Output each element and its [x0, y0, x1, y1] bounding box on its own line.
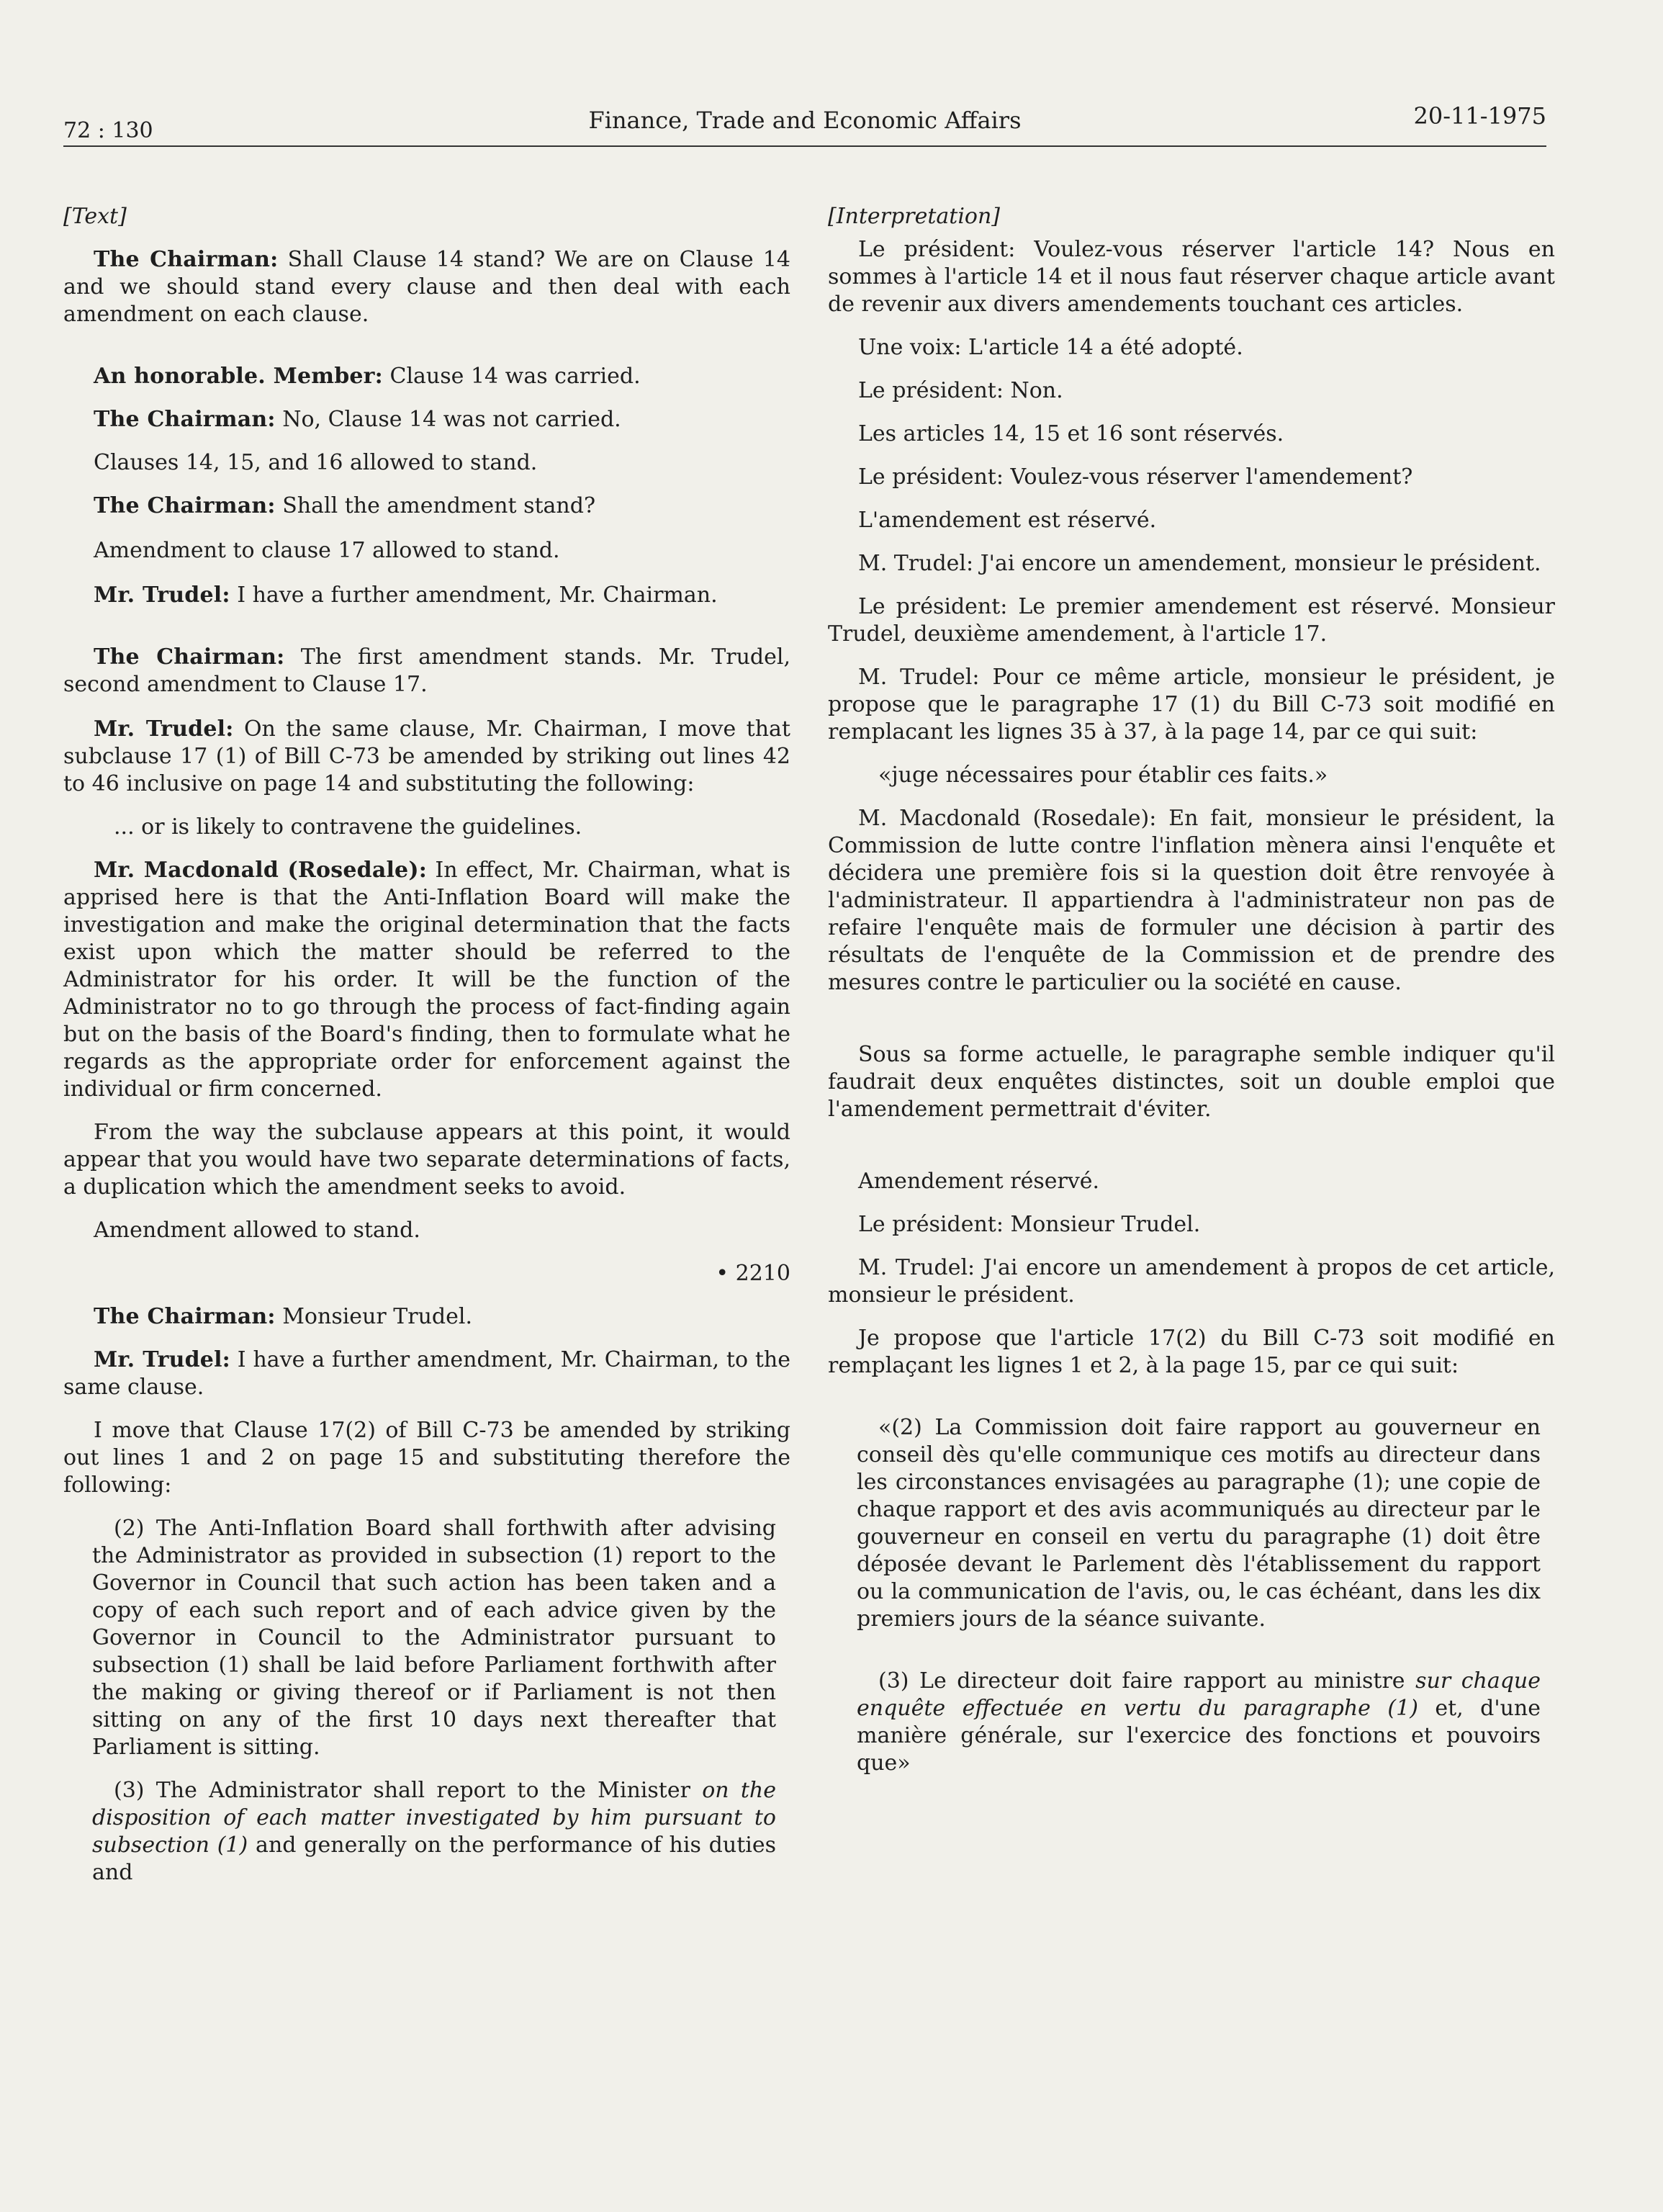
paragraph-text: The first amendment stands. Mr. Trudel, second amendment to Clause 17. — [63, 644, 790, 697]
paragraph-propose-17-2: Je propose que l'article 17(2) du Bill C-73 soit modifié en remplaçant les lignes 1 et 2, à la page 15, par ce qui suit: — [828, 1326, 1555, 1378]
paragraph-president-article-14: Le président: Voulez-vous réserver l'article 14? Nous en sommes à l'article 14 et il nous faut réserver chaque article avant de revenir aux divers amendements touchant ces articles. — [828, 237, 1555, 317]
paragraph-amendement-reserve-2: Amendement réservé. — [858, 1169, 1100, 1194]
quoted-subsection-2: (2) The Anti-Inflation Board shall forthwith after advising the Administrator as provided in subsection (1) report to the Governor in Council that such action has been taken and a copy of each such report and of each advice given by the Governor in Council to the Administrator pursuant to subsection (1) shall be laid before Parliament forthwith after the making or giving thereof or if Parliament is not then sitting on any of the first 10 days next thereafter that Parliament is sitting. — [92, 1516, 776, 1760]
quoted-paragraphe-3 — [857, 1668, 1541, 1777]
speaker-label: The Chairman: — [94, 247, 279, 272]
paragraph-articles-reserves: Les articles 14, 15 et 16 sont réservés. — [858, 421, 1284, 446]
paragraph-amendment-allowed: Amendment allowed to stand. — [94, 1218, 420, 1243]
quoted-amendment-text: ... or is likely to contravene the guidelines. — [114, 814, 582, 840]
quote-italic-text: on the disposition of each matter investigated by him pursuant to subsection (1) — [92, 1778, 776, 1858]
page-number: 72 : 130 — [63, 118, 153, 143]
paragraph-chairman-not-carried — [63, 406, 790, 433]
paragraph-amendment-17-stand: Amendment to clause 17 allowed to stand. — [94, 538, 560, 563]
paragraph-text: On the same clause, Mr. Chairman, I move that subclause 17 (1) of Bill C-73 be amended by striking out lines 42 to 46 inclusive on page 14 and substituting the following: — [63, 716, 790, 796]
speaker-label: The Chairman: — [94, 1304, 276, 1329]
paragraph-clauses-stand: Clauses 14, 15, and 16 allowed to stand. — [94, 450, 538, 475]
paragraph-text: In effect, Mr. Chairman, what is apprised here is that the Anti-Inflation Board will make the investigation and make the original determination that the facts exist upon which the matter should be referred to the Administrator for his order. It will be the function of the Administrator no to go through the process of fact-finding again but on the basis of the Board's finding, then to formulate what he regards as the appropriate order for enforcement against the individual or firm concerned. — [63, 858, 790, 1102]
time-marker: • 2210 — [716, 1261, 790, 1286]
quoted-paragraphe-2: «(2) La Commission doit faire rapport au gouverneur en conseil dès qu'elle communique ces motifs au directeur dans les circonstances envisagées au paragraphe (1); une copie de chaque rapport et des avis acommuniqués au directeur par le gouverneur en conseil en vertu du paragraphe (1) doit être déposée devant le Parlement dès l'établissement du rapport ou la communication de l'avis, ou, le cas échéant, dans les dix premiers jours de la séance suivante. — [857, 1415, 1541, 1632]
paragraph-president-monsieur-trudel: Le président: Monsieur Trudel. — [858, 1212, 1201, 1237]
paragraph-trudel-further-amendment — [63, 582, 790, 609]
speaker-label: The Chairman: — [94, 493, 276, 518]
speaker-label: An honorable. Member: — [94, 364, 383, 389]
paragraph-amendement-reserve: L'amendement est réservé. — [858, 508, 1157, 533]
paragraph-trudel-same-clause — [63, 1346, 790, 1401]
paragraph-chairman-monsieur-trudel — [63, 1303, 790, 1331]
speaker-label: Mr. Trudel: — [94, 716, 234, 742]
paragraph-forme-actuelle: Sous sa forme actuelle, le paragraphe semble indiquer qu'il faudrait deux enquêtes distinctes, soit un double emploi que l'amendement permettrait d'éviter. — [828, 1042, 1555, 1122]
paragraph-president-amendement: Le président: Voulez-vous réserver l'amendement? — [858, 464, 1413, 490]
speaker-label: Mr. Trudel: — [94, 583, 230, 608]
speaker-label: Mr. Macdonald (Rosedale): — [94, 858, 428, 883]
speaker-label: Mr. Trudel: — [94, 1347, 230, 1372]
english-column — [63, 203, 790, 1902]
section-label-interpretation: [Interpretation] — [828, 204, 1001, 229]
speaker-label: The Chairman: — [94, 407, 276, 432]
page-title: Finance, Trade and Economic Affairs — [588, 107, 1022, 134]
paragraph-text: Shall Clause 14 stand? We are on Clause 14 and we should stand every clause and then deal with each amendment on each clause. — [63, 247, 790, 327]
paragraph-text: Monsieur Trudel. — [282, 1304, 473, 1329]
paragraph-macdonald — [63, 857, 790, 1103]
paragraph-macdonald-fr: M. Macdonald (Rosedale): En fait, monsieur le président, la Commission de lutte contre l'inflation mènera ainsi l'enquête et décidera une première fois si la question doit être renvoyée à l'administrateur. Il appartiendra à l'administrateur non pas de refaire l'enquête mais de formuler une décision à partir des résultats de l'enquête de la Commission et de prendre des mesures contre le particulier ou la société en cause. — [828, 806, 1555, 995]
paragraph-text: I have a further amendment, Mr. Chairman, to the same clause. — [63, 1347, 790, 1400]
speaker-label: The Chairman: — [94, 644, 285, 670]
quoted-subsection-3 — [92, 1777, 776, 1887]
paragraph-chairman-first-amendment — [63, 644, 790, 698]
quote-text: et, d'une manière générale, sur l'exercice des fonctions et pouvoirs que» — [857, 1696, 1541, 1776]
paragraph-trudel-propos-article: M. Trudel: J'ai encore un amendement à propos de cet article, monsieur le président. — [828, 1255, 1555, 1308]
paragraph-trudel-motion-17-1 — [63, 716, 790, 798]
quote-text: (3) The Administrator shall report to the Minister — [114, 1778, 703, 1803]
quote-text: (3) Le directeur doit faire rapport au ministre — [878, 1668, 1416, 1694]
quote-italic-text: sur chaque enquête effectuée en vertu du paragraphe (1) — [857, 1668, 1541, 1721]
page-header — [63, 102, 1546, 147]
paragraph-text: Clause 14 was carried. — [389, 364, 641, 389]
paragraph-chairman-clause-14 — [63, 246, 790, 328]
paragraph-voix-adopte: Une voix: L'article 14 a été adopté. — [858, 335, 1243, 360]
paragraph-president-premier-amendement: Le président: Le premier amendement est réservé. Monsieur Trudel, deuxième amendement, à l'article 17. — [828, 594, 1555, 647]
french-column — [828, 203, 1555, 1793]
quoted-amendement-texte: «juge nécessaires pour établir ces faits.» — [878, 763, 1328, 788]
section-label-text: [Text] — [63, 204, 127, 229]
paragraph-text: No, Clause 14 was not carried. — [282, 407, 621, 432]
paragraph-text: Shall the amendment stand? — [282, 493, 596, 518]
page-date: 20-11-1975 — [1413, 102, 1546, 130]
paragraph-trudel-meme-article: M. Trudel: Pour ce même article, monsieur le président, je propose que le paragraphe 17 (1) du Bill C-73 soit modifié en remplacant les lignes 35 à 37, à la page 14, par ce qui suit: — [828, 665, 1555, 745]
paragraph-member-carried — [63, 363, 790, 390]
paragraph-president-non: Le président: Non. — [858, 378, 1063, 403]
paragraph-trudel-encore: M. Trudel: J'ai encore un amendement, monsieur le président. — [858, 551, 1541, 576]
paragraph-move-clause-17-2: I move that Clause 17(2) of Bill C-73 be amended by striking out lines 1 and 2 on page 15 and substituting therefore the following: — [63, 1418, 790, 1498]
quote-text: and generally on the performance of his duties and — [92, 1833, 776, 1885]
paragraph-chairman-amendment-stand — [63, 493, 790, 520]
paragraph-text: I have a further amendment, Mr. Chairman. — [237, 583, 718, 608]
paragraph-subclause-duplication: From the way the subclause appears at this point, it would appear that you would have two separate determinations of facts, a duplication which the amendment seeks to avoid. — [63, 1120, 790, 1200]
